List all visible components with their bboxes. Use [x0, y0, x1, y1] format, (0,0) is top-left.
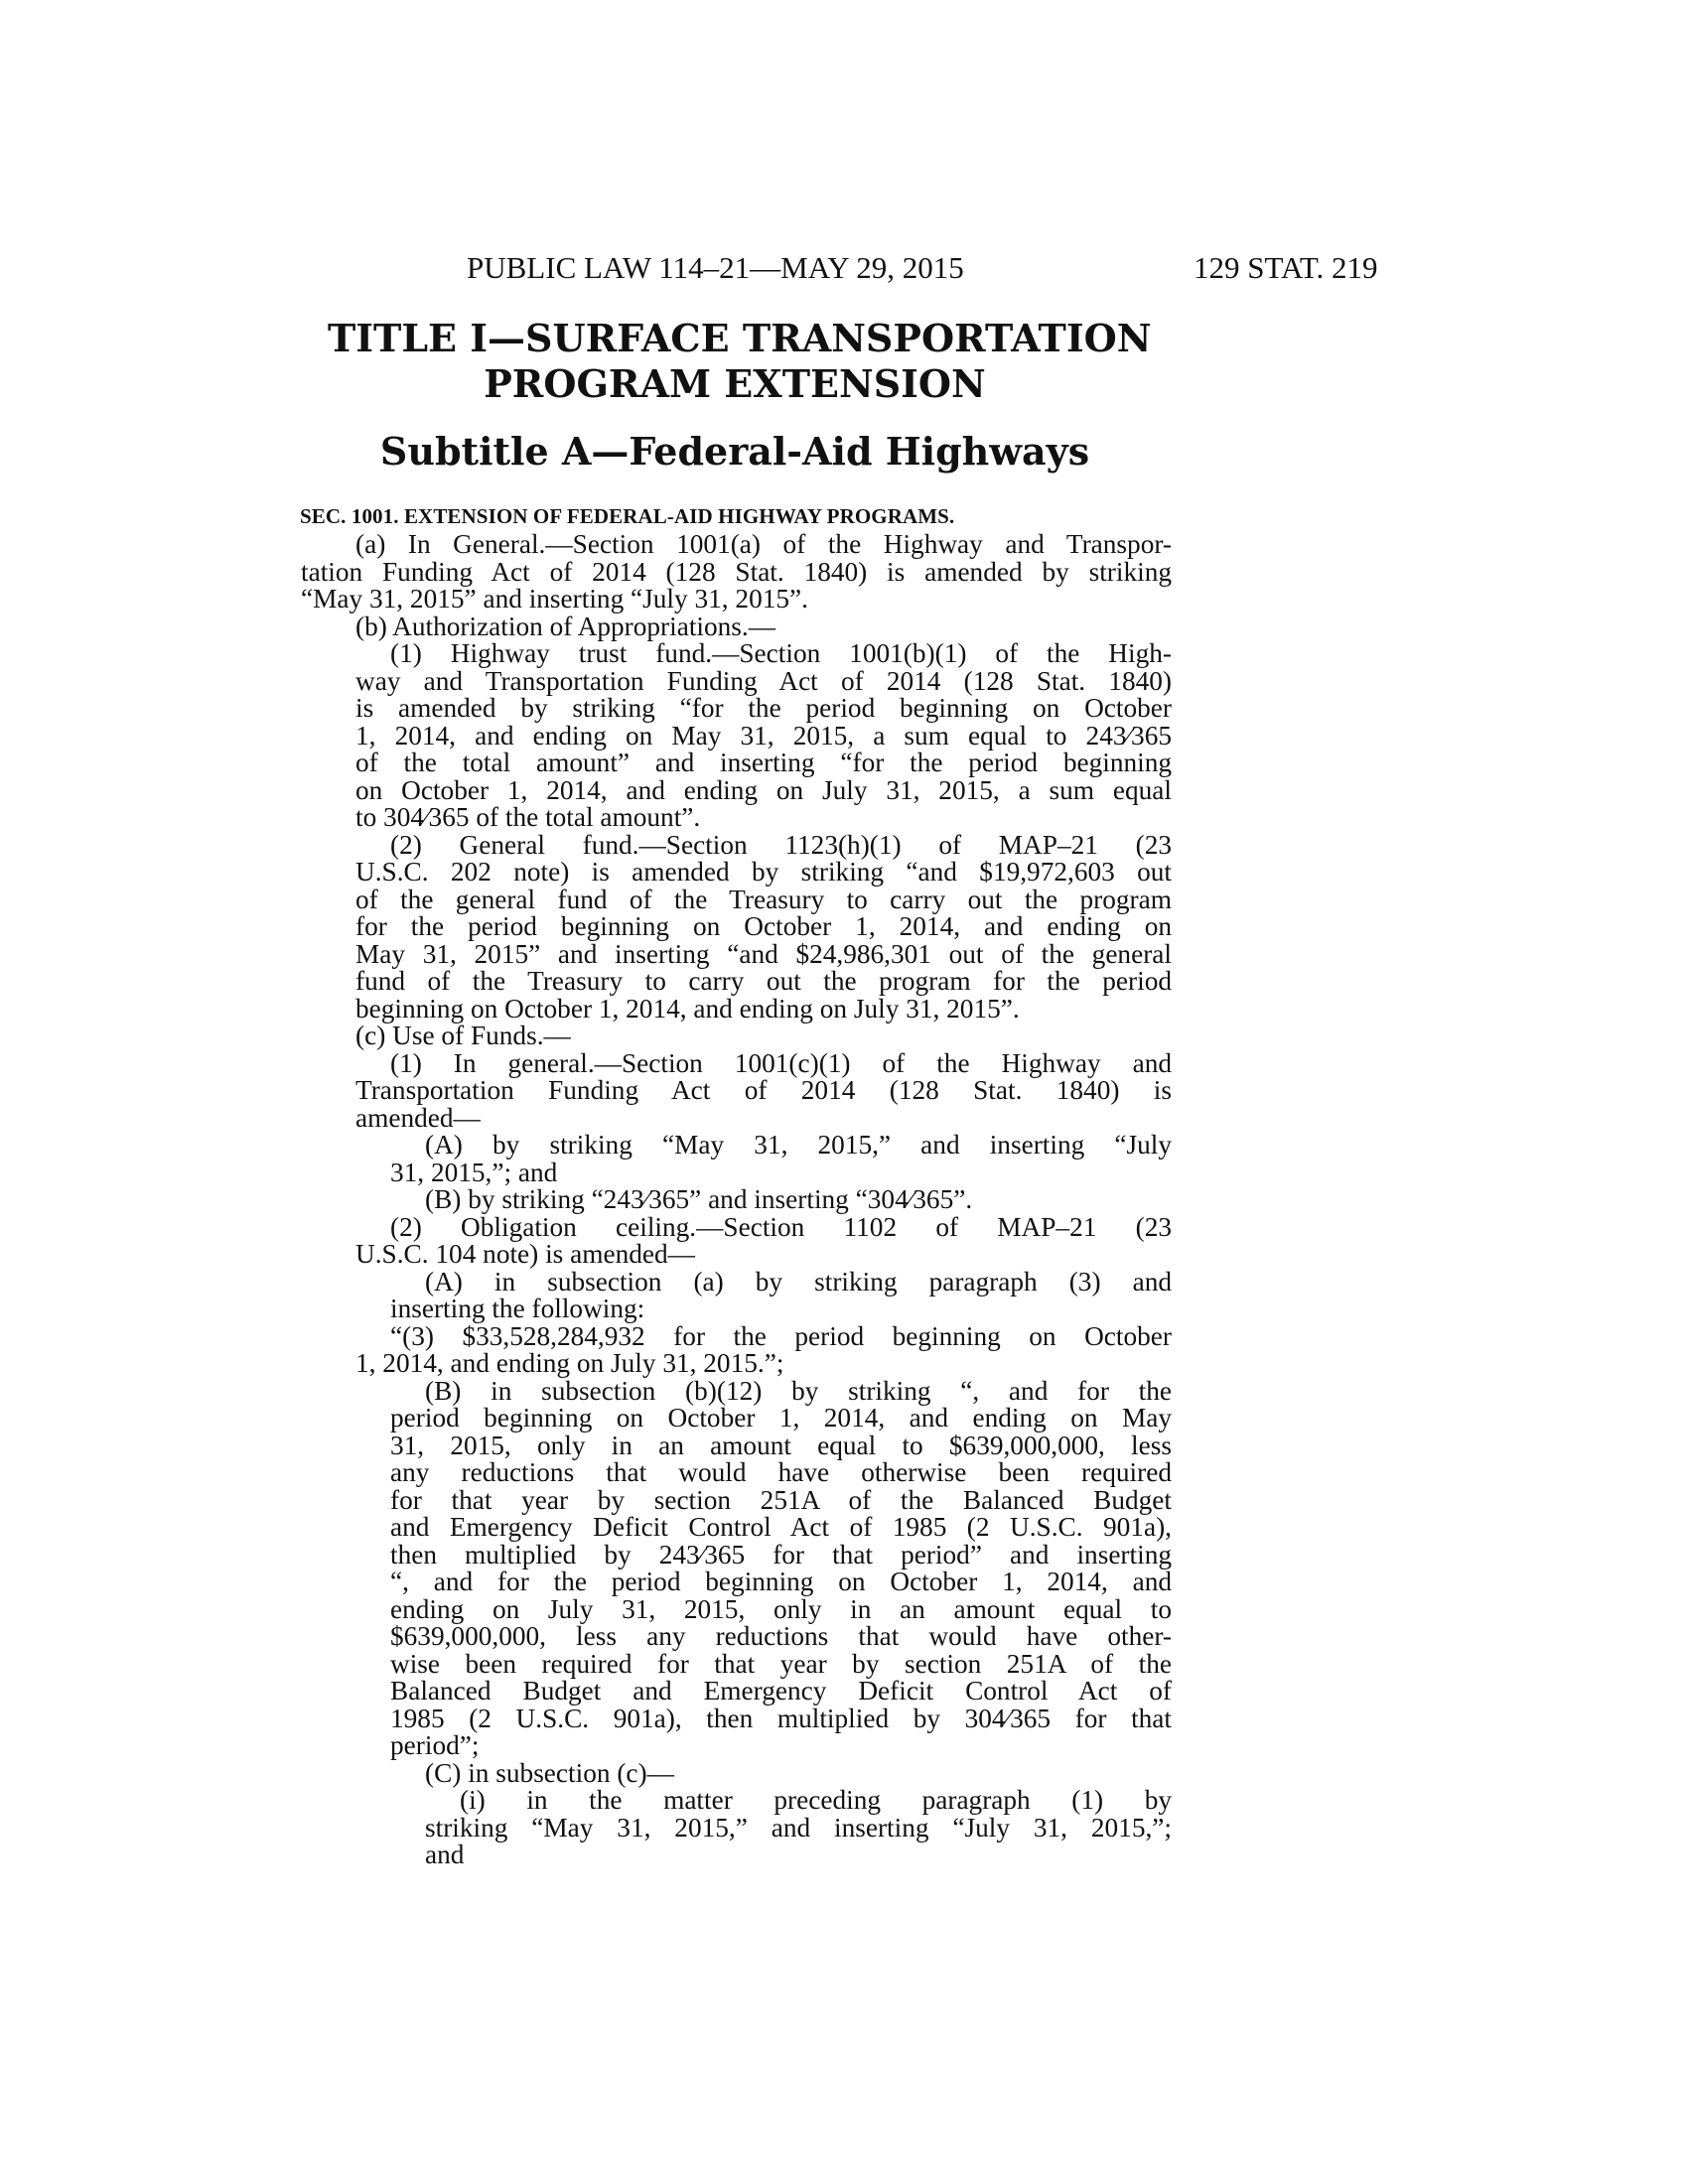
body-line: May 31, 2015” and inserting “and $24,986,301 out of the general	[355, 938, 1172, 969]
body-line: 31, 2015,”; and	[390, 1157, 558, 1187]
body-line: for that year by section 251A of the Balanced Budget	[390, 1484, 1172, 1515]
body-line: (2) General fund.—Section 1123(h)(1) of MAP–21 (23	[390, 829, 1172, 860]
body-line: amended—	[355, 1102, 481, 1133]
body-line: (C) in subsection (c)—	[425, 1757, 674, 1788]
body-line: of the general fund of the Treasury to carry out the program	[355, 884, 1172, 914]
body-line: $639,000,000, less any reductions that would have other-	[390, 1621, 1172, 1651]
body-line: wise been required for that year by section 251A of the	[390, 1648, 1172, 1679]
body-line: then multiplied by 243⁄365 for that period” and inserting	[390, 1539, 1172, 1570]
title-heading-line-2: PROGRAM EXTENSION	[484, 361, 986, 406]
body-line: “May 31, 2015” and inserting “July 31, 2015”.	[301, 584, 808, 614]
body-line: (c) Use of Funds.—	[355, 1021, 571, 1050]
title-heading-line-1: TITLE I—SURFACE TRANSPORTATION	[328, 316, 1152, 360]
subtitle-heading: Subtitle A—Federal-Aid Highways	[379, 429, 1090, 474]
body-line: inserting the following:	[390, 1294, 645, 1323]
body-line: and Emergency Deficit Control Act of 1985 (2 U.S.C. 901a),	[390, 1512, 1172, 1542]
body-line: tation Funding Act of 2014 (128 Stat. 1840) is amended by striking	[301, 556, 1172, 587]
body-line: (A) by striking “May 31, 2015,” and inserting “July	[425, 1130, 1172, 1160]
body-line: to 304⁄365 of the total amount”.	[355, 802, 701, 832]
section-heading: SEC. 1001. EXTENSION OF FEDERAL-AID HIGHWAY PROGRAMS.	[300, 504, 955, 528]
body-line: (2) Obligation ceiling.—Section 1102 of MAP–21 (23	[390, 1211, 1172, 1242]
body-line: (B) by striking “243⁄365” and inserting “304⁄365”.	[425, 1184, 973, 1214]
body-line: of the total amount” and inserting “for the period beginning	[355, 748, 1172, 777]
body-line: (b) Authorization of Appropriations.—	[355, 611, 776, 641]
body-line: “(3) $33,528,284,932 for the period beginning on October	[390, 1320, 1172, 1351]
body-line: 31, 2015, only in an amount equal to $639,000,000, less	[390, 1430, 1172, 1460]
body-line: U.S.C. 104 note) is amended—	[355, 1239, 695, 1269]
body-line: beginning on October 1, 2014, and ending on July 31, 2015”.	[355, 993, 1020, 1024]
body-line: ending on July 31, 2015, only in an amount equal to	[390, 1593, 1172, 1624]
body-line: way and Transportation Funding Act of 2014 (128 Stat. 1840)	[355, 665, 1172, 696]
body-line: U.S.C. 202 note) is amended by striking “and $19,972,603 out	[355, 857, 1172, 887]
body-line: 1, 2014, and ending on May 31, 2015, a sum equal to 243⁄365	[355, 720, 1172, 751]
body-line: period”;	[390, 1730, 480, 1760]
body-line: for the period beginning on October 1, 2014, and ending on	[355, 911, 1172, 941]
body-line: period beginning on October 1, 2014, and ending on May	[390, 1403, 1172, 1433]
body-line: any reductions that would have otherwise been required	[390, 1457, 1172, 1487]
body-line: (A) in subsection (a) by striking paragraph (3) and	[425, 1266, 1172, 1297]
body-line: on October 1, 2014, and ending on July 31, 2015, a sum equal	[355, 774, 1172, 805]
section-body	[301, 529, 1172, 1869]
body-line: fund of the Treasury to carry out the program for the period	[355, 966, 1172, 996]
body-line: is amended by striking “for the period beginning on October	[355, 693, 1172, 723]
body-line: Transportation Funding Act of 2014 (128 Stat. 1840) is	[355, 1075, 1172, 1105]
body-line: (1) In general.—Section 1001(c)(1) of the Highway and	[390, 1047, 1172, 1078]
body-line: (a) In General.—Section 1001(a) of the Highway and Transpor-	[355, 529, 1172, 559]
running-header-stat: 129 STAT. 219	[1194, 250, 1378, 285]
body-line: (1) Highway trust fund.—Section 1001(b)(1) of the High-	[390, 638, 1172, 668]
body-line: 1985 (2 U.S.C. 901a), then multiplied by 304⁄365 for that	[390, 1703, 1172, 1733]
body-line: Balanced Budget and Emergency Deficit Control Act of	[390, 1676, 1172, 1706]
body-line: and	[425, 1840, 465, 1869]
body-line: (B) in subsection (b)(12) by striking “, and for the	[425, 1375, 1172, 1406]
body-line: striking “May 31, 2015,” and inserting “July 31, 2015,”;	[425, 1812, 1172, 1843]
running-header-law: PUBLIC LAW 114–21—MAY 29, 2015	[467, 250, 964, 285]
body-line: 1, 2014, and ending on July 31, 2015.”;	[355, 1348, 784, 1378]
body-line: (i) in the matter preceding paragraph (1) by	[460, 1785, 1172, 1815]
body-line: “, and for the period beginning on October 1, 2014, and	[390, 1567, 1172, 1596]
